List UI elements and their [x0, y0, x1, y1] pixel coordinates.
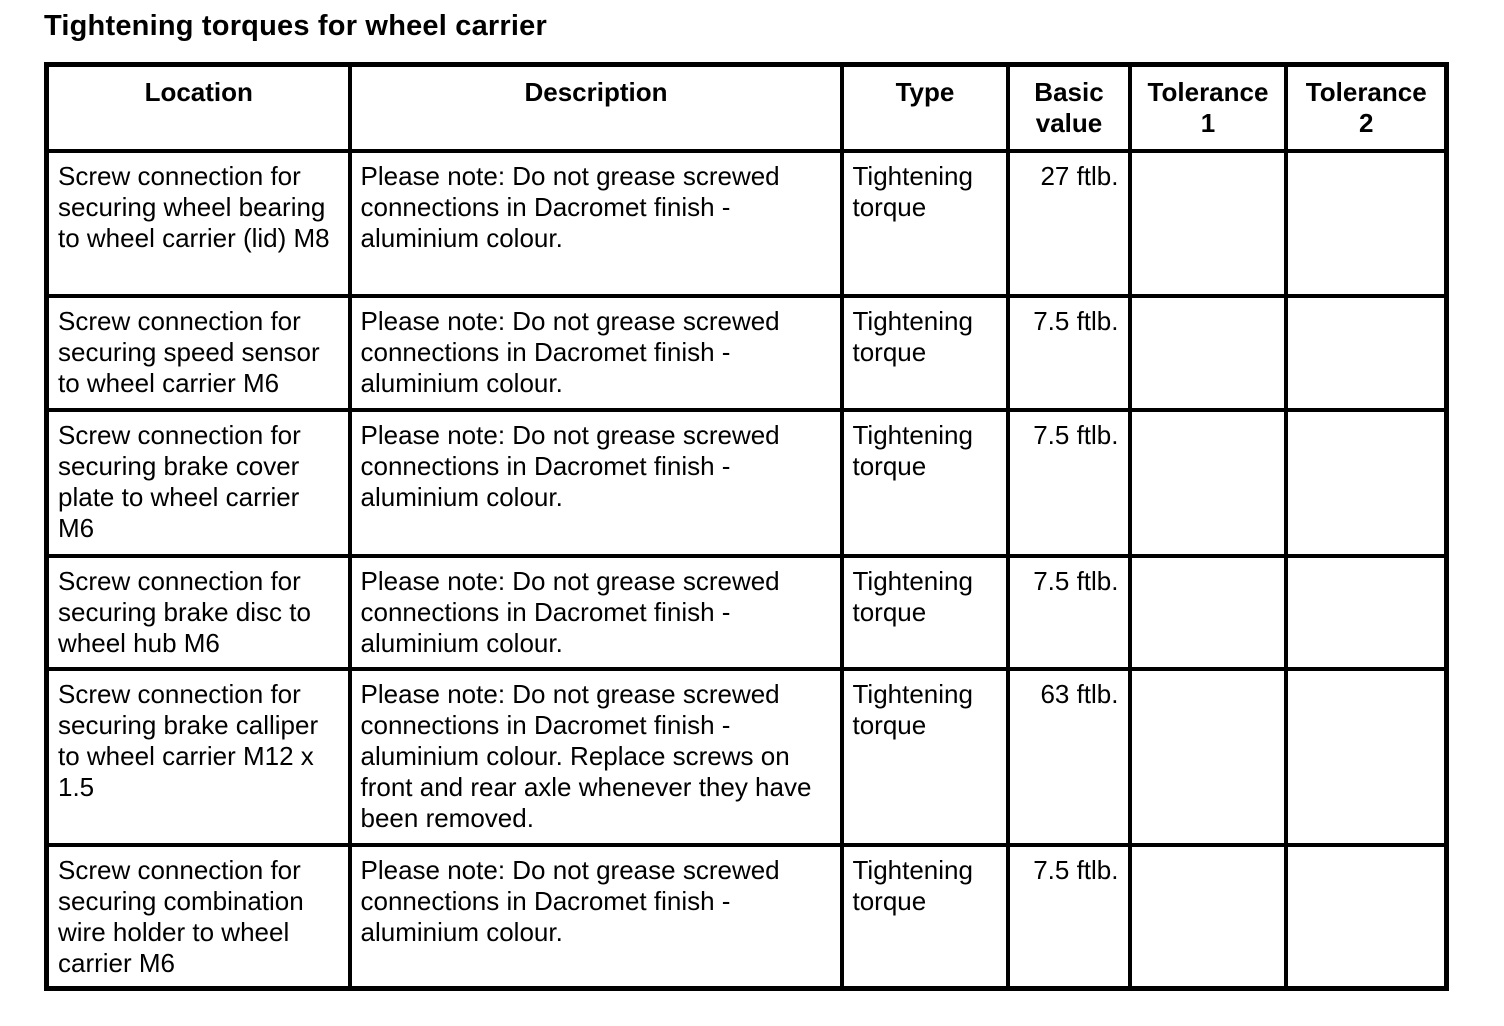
- basic-value-cell: 27 ftlb.: [1008, 151, 1130, 296]
- description-cell: Please note: Do not grease screwed connections in Dacromet finish - aluminium colour.: [350, 410, 842, 556]
- description-cell: Please note: Do not grease screwed connections in Dacromet finish - aluminium colour.: [350, 151, 842, 296]
- location-cell: Screw connection for securing brake disc to wheel hub M6: [47, 556, 350, 669]
- description-cell: Please note: Do not grease screwed connections in Dacromet finish - aluminium colour. Replace screws on front and rear axle whenever they have been removed.: [350, 669, 842, 845]
- tolerance-2-cell: [1286, 296, 1447, 410]
- type-cell: Tightening torque: [842, 669, 1008, 845]
- page-title: Tightening torques for wheel carrier: [44, 10, 547, 42]
- location-cell: Screw connection for securing combination wire holder to wheel carrier M6: [47, 845, 350, 989]
- tolerance-2-cell: [1286, 410, 1447, 556]
- type-cell: Tightening torque: [842, 296, 1008, 410]
- header-basic-value: [1008, 65, 1130, 151]
- table-row: [47, 151, 1447, 296]
- torque-table: [44, 62, 1449, 991]
- tolerance-1-cell: [1130, 669, 1286, 845]
- location-cell: Screw connection for securing wheel bearing to wheel carrier (lid) M8: [47, 151, 350, 296]
- table-row: [47, 845, 1447, 989]
- header-basic-value-line2: value: [1035, 108, 1103, 138]
- description-cell: Please note: Do not grease screwed connections in Dacromet finish - aluminium colour.: [350, 296, 842, 410]
- table-row: [47, 296, 1447, 410]
- basic-value-cell: 63 ftlb.: [1008, 669, 1130, 845]
- tolerance-2-cell: [1286, 669, 1447, 845]
- tolerance-1-cell: [1130, 556, 1286, 669]
- header-tolerance-2-line2: 2: [1359, 108, 1374, 138]
- tolerance-2-cell: [1286, 845, 1447, 989]
- table-row: [47, 556, 1447, 669]
- tolerance-1-cell: [1130, 151, 1286, 296]
- basic-value-cell: 7.5 ftlb.: [1008, 556, 1130, 669]
- header-description: Description: [350, 65, 842, 151]
- tolerance-1-cell: [1130, 296, 1286, 410]
- header-location: Location: [47, 65, 350, 151]
- header-tolerance-1-line2: 1: [1200, 108, 1216, 138]
- type-cell: Tightening torque: [842, 151, 1008, 296]
- tolerance-2-cell: [1286, 556, 1447, 669]
- type-cell: Tightening torque: [842, 410, 1008, 556]
- header-type: Type: [842, 65, 1008, 151]
- tolerance-1-cell: [1130, 410, 1286, 556]
- basic-value-cell: 7.5 ftlb.: [1008, 296, 1130, 410]
- location-cell: Screw connection for securing speed sensor to wheel carrier M6: [47, 296, 350, 410]
- location-cell: Screw connection for securing brake cover plate to wheel carrier M6: [47, 410, 350, 556]
- type-cell: Tightening torque: [842, 556, 1008, 669]
- tolerance-2-cell: [1286, 151, 1447, 296]
- basic-value-cell: 7.5 ftlb.: [1008, 845, 1130, 989]
- description-cell: Please note: Do not grease screwed connections in Dacromet finish - aluminium colour.: [350, 845, 842, 989]
- tolerance-1-cell: [1130, 845, 1286, 989]
- header-tolerance-2: [1286, 65, 1447, 151]
- header-tolerance-2-line1: Tolerance: [1305, 77, 1427, 107]
- table-row: [47, 669, 1447, 845]
- header-basic-value-line1: Basic: [1034, 77, 1104, 107]
- description-cell: Please note: Do not grease screwed connections in Dacromet finish - aluminium colour.: [350, 556, 842, 669]
- header-row: [47, 65, 1447, 151]
- table-row: [47, 410, 1447, 556]
- header-tolerance-1-line1: Tolerance: [1147, 77, 1269, 107]
- location-cell: Screw connection for securing brake calliper to wheel carrier M12 x 1.5: [47, 669, 350, 845]
- basic-value-cell: 7.5 ftlb.: [1008, 410, 1130, 556]
- header-tolerance-1: [1130, 65, 1286, 151]
- type-cell: Tightening torque: [842, 845, 1008, 989]
